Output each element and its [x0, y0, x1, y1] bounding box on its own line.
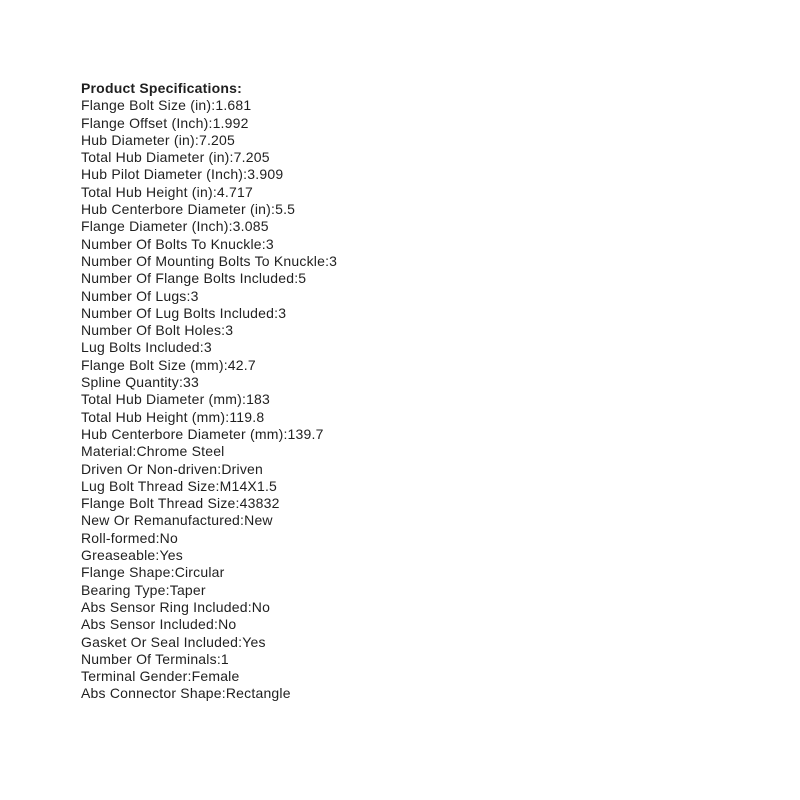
spec-separator: :: [240, 512, 245, 529]
spec-label: Abs Sensor Ring Included: [81, 598, 248, 615]
spec-value: No: [251, 598, 271, 615]
spec-label: Number Of Bolts To Knuckle: [81, 235, 262, 252]
spec-value: Taper: [169, 581, 206, 598]
spec-label: Total Hub Height (mm): [81, 408, 226, 425]
spec-value: 3: [225, 322, 234, 339]
spec-line: [81, 495, 337, 512]
spec-label: Number Of Bolt Holes: [81, 322, 222, 339]
spec-line: [81, 478, 337, 495]
spec-separator: :: [271, 201, 276, 218]
spec-line: [81, 443, 337, 460]
spec-value: 3: [265, 235, 274, 252]
spec-value: 5.5: [275, 201, 296, 218]
spec-value: No: [218, 616, 237, 633]
spec-separator: :: [294, 270, 299, 287]
spec-line: [81, 668, 337, 685]
spec-separator: :: [235, 495, 240, 512]
spec-line: [81, 288, 337, 305]
spec-separator: :: [217, 460, 222, 477]
spec-separator: :: [225, 408, 230, 425]
spec-value: 7.205: [233, 149, 270, 166]
spec-separator: :: [194, 131, 199, 148]
spec-separator: :: [187, 668, 192, 685]
spec-line: [81, 634, 337, 651]
spec-label: Hub Diameter (in): [81, 131, 195, 148]
spec-value: No: [159, 529, 178, 546]
spec-line: [81, 218, 337, 235]
spec-line: [81, 564, 337, 581]
spec-separator: :: [199, 339, 204, 356]
spec-separator: :: [261, 235, 266, 252]
spec-value: Circular: [174, 564, 225, 581]
spec-label: Lug Bolts Included: [81, 339, 200, 356]
spec-label: Flange Diameter (Inch): [81, 218, 229, 235]
spec-line: [81, 512, 337, 529]
spec-label: Total Hub Height (in): [81, 183, 213, 200]
spec-line: [81, 357, 337, 374]
specifications-list: [81, 97, 337, 702]
spec-separator: :: [241, 391, 247, 408]
spec-separator: :: [221, 322, 226, 339]
spec-value: 3.909: [247, 166, 284, 183]
spec-value: 5: [298, 270, 307, 287]
spec-value: 3: [203, 339, 212, 356]
spec-separator: :: [155, 547, 160, 564]
spec-value: 3: [190, 287, 199, 304]
spec-value: 1: [220, 650, 229, 667]
spec-label: Flange Offset (Inch): [81, 114, 209, 131]
spec-label: Flange Bolt Size (in): [81, 97, 212, 114]
product-spec-sheet: [81, 80, 337, 703]
spec-label: Number Of Lugs: [81, 287, 187, 304]
spec-separator: :: [229, 149, 234, 166]
spec-line: [81, 270, 337, 287]
spec-line: [81, 582, 337, 599]
spec-label: Flange Bolt Thread Size: [81, 495, 236, 512]
spec-value: M14X1.5: [219, 477, 278, 494]
spec-separator: :: [214, 616, 219, 633]
spec-separator: :: [325, 252, 330, 269]
spec-line: [81, 651, 337, 668]
spec-line: [81, 409, 337, 426]
spec-separator: :: [215, 477, 220, 494]
spec-separator: :: [238, 633, 243, 650]
spec-line: [81, 166, 337, 183]
spec-line: [81, 547, 337, 564]
spec-separator: :: [247, 598, 252, 615]
spec-line: [81, 201, 337, 218]
spec-label: Roll-formed: [81, 529, 156, 546]
spec-separator: :: [211, 97, 216, 114]
spec-separator: :: [132, 443, 137, 460]
spec-value: 4.717: [216, 183, 253, 200]
spec-line: [81, 115, 337, 132]
spec-line: [81, 426, 337, 443]
spec-value: Female: [191, 668, 240, 685]
spec-label: Number Of Terminals: [81, 650, 217, 667]
spec-separator: :: [283, 425, 288, 442]
spec-separator: :: [216, 650, 221, 667]
spec-line: [81, 685, 337, 702]
spec-value: 43832: [239, 495, 280, 512]
spec-line: [81, 322, 337, 339]
spec-value: 1.681: [215, 97, 252, 114]
spec-separator: :: [165, 581, 170, 598]
spec-separator: :: [186, 287, 191, 304]
spec-line: [81, 461, 337, 478]
spec-value: 139.7: [287, 425, 324, 442]
spec-line: [81, 391, 337, 408]
spec-separator: :: [212, 183, 217, 200]
spec-value: Yes: [159, 547, 183, 564]
spec-label: Driven Or Non-driven: [81, 460, 218, 477]
spec-label: Greaseable: [81, 547, 156, 564]
spec-separator: :: [221, 685, 226, 702]
specifications-title: Product Specifications:: [81, 80, 242, 96]
spec-separator: :: [228, 218, 233, 235]
spec-line: [81, 236, 337, 253]
spec-separator: :: [243, 166, 248, 183]
spec-value: 42.7: [227, 356, 256, 373]
spec-label: Hub Centerbore Diameter (mm): [81, 425, 284, 442]
spec-line: [81, 184, 337, 201]
spec-label: Number Of Flange Bolts Included: [81, 270, 295, 287]
spec-value: 3: [278, 304, 287, 321]
spec-line: [81, 530, 337, 547]
spec-separator: :: [274, 304, 279, 321]
spec-line: [81, 374, 337, 391]
spec-value: New: [244, 512, 273, 529]
spec-line: [81, 149, 337, 166]
spec-line: [81, 132, 337, 149]
spec-value: 119.8: [229, 408, 265, 425]
spec-line: [81, 305, 337, 322]
spec-label: Abs Sensor Included: [81, 616, 214, 633]
spec-value: 7.205: [198, 131, 236, 148]
spec-separator: :: [170, 564, 175, 581]
spec-label: Hub Centerbore Diameter (in): [81, 201, 272, 218]
spec-value: 183: [246, 391, 271, 408]
spec-value: Rectangle: [225, 685, 291, 702]
spec-line: [81, 616, 337, 633]
spec-separator: :: [223, 356, 228, 373]
spec-line: [81, 253, 337, 270]
spec-label: Bearing Type: [81, 581, 166, 598]
spec-label: New Or Remanufactured: [81, 512, 241, 529]
spec-label: Spline Quantity: [81, 374, 179, 391]
spec-value: 1.992: [212, 114, 249, 131]
spec-line: [81, 97, 337, 114]
spec-label: Lug Bolt Thread Size: [81, 477, 216, 494]
spec-label: Number Of Mounting Bolts To Knuckle: [81, 252, 326, 269]
spec-label: Flange Shape: [81, 564, 171, 581]
spec-label: Material: [81, 443, 133, 460]
spec-line: [81, 599, 337, 616]
spec-value: 3.085: [232, 218, 269, 235]
spec-label: Terminal Gender: [81, 668, 188, 685]
spec-separator: :: [208, 114, 213, 131]
spec-label: Number Of Lug Bolts Included: [81, 304, 275, 321]
spec-value: Chrome Steel: [136, 443, 225, 460]
spec-separator: :: [155, 529, 160, 546]
spec-label: Total Hub Diameter (mm): [81, 391, 242, 408]
spec-label: Abs Connector Shape: [81, 685, 222, 702]
spec-label: Flange Bolt Size (mm): [81, 356, 224, 373]
spec-label: Gasket Or Seal Included: [81, 633, 239, 650]
spec-value: 3: [329, 252, 338, 269]
spec-value: Yes: [242, 633, 266, 650]
spec-label: Hub Pilot Diameter (Inch): [81, 166, 244, 183]
spec-label: Total Hub Diameter (in): [81, 149, 230, 166]
spec-value: Driven: [221, 460, 264, 477]
spec-separator: :: [178, 374, 184, 391]
spec-line: [81, 339, 337, 356]
spec-value: 33: [183, 374, 200, 391]
